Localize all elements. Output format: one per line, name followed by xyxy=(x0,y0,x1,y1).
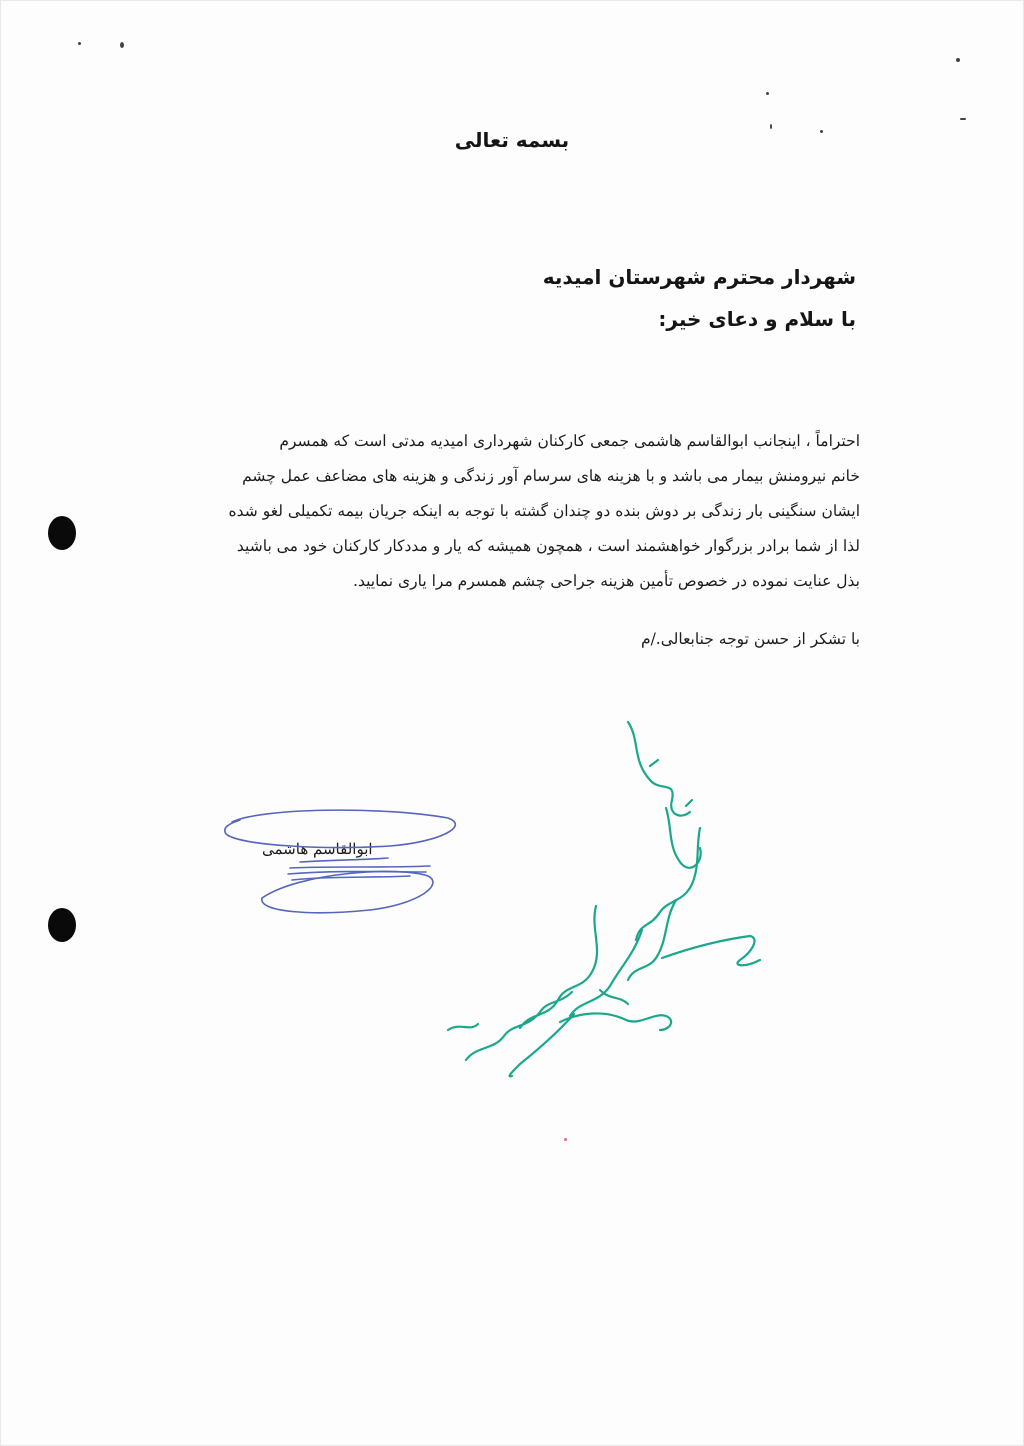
body-line: لذا از شما برادر بزرگوار خواهشمند است ، همچون همیشه که یار و مددکار کارکنان خود می باشید xyxy=(236,537,860,555)
signature-scribble xyxy=(225,810,456,913)
signature-name: ابوالقاسم هاشمی xyxy=(262,840,373,858)
letter-heading: بسمه تعالی xyxy=(454,128,570,152)
addressee-title: شهردار محترم شهرستان امیدیه xyxy=(542,265,856,289)
body-line: بذل عنایت نموده در خصوص تأمین هزینه جراحی چشم همسرم مرا یاری نمایید. xyxy=(353,572,860,590)
greeting-line: با سلام و دعای خیر: xyxy=(658,307,856,331)
annotation-scribble xyxy=(448,722,760,1076)
body-line: ایشان سنگینی بار زندگی بر دوش بنده دو چندان گشته با توجه به اینکه جریان بیمه تکمیلی لغو شده xyxy=(228,502,860,520)
body-line: احتراماً ، اینجانب ابوالقاسم هاشمی جمعی کارکنان شهرداری امیدیه مدتی است که همسرم xyxy=(279,432,860,450)
closing-line: با تشکر از حسن توجه جنابعالی./م xyxy=(640,630,860,648)
body-line: خانم نیرومنش بیمار می باشد و با هزینه های سرسام آور زندگی و هزینه های مضاعف عمل چشم xyxy=(242,467,860,485)
